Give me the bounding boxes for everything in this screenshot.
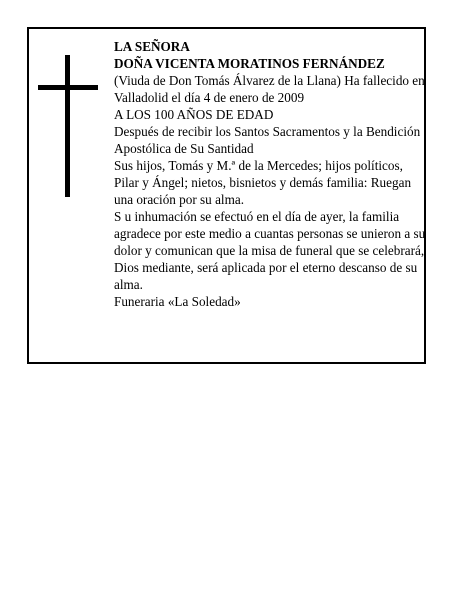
cross-vertical-bar [65,55,70,197]
notice-title: LA SEÑORA [114,39,190,54]
notice-paragraph-family: Sus hijos, Tomás y M.ª de la Mercedes; hijos políticos, Pilar y Ángel; nietos, bisnietos y demás familia: Ruegan una oración por su alma. [114,158,412,207]
deceased-name: DOÑA VICENTA MORATINOS FERNÁNDEZ [114,56,385,71]
cross-horizontal-bar [38,85,98,90]
notice-paragraph-age: A LOS 100 AÑOS DE EDAD [114,107,274,122]
obituary-text [114,38,426,310]
notice-paragraph-widow: (Viuda de Don Tomás Álvarez de la Llana) Ha fallecido en Valladolid el día 4 de enero de 2009 [114,73,425,105]
cross-icon [38,55,98,197]
notice-paragraph-sacraments: Después de recibir los Santos Sacramentos y la Bendición Apostólica de Su Santidad [114,124,421,156]
notice-paragraph-funeral-home: Funeraria «La Soledad» [114,294,241,309]
notice-paragraph-burial: S u inhumación se efectuó en el día de ayer, la familia agradece por este medio a cuantas personas se unieron a su dolor y comunican que la misa de funeral que se celebrará, Dios mediante, será aplicada por el eterno descanso de su alma. [114,209,426,292]
